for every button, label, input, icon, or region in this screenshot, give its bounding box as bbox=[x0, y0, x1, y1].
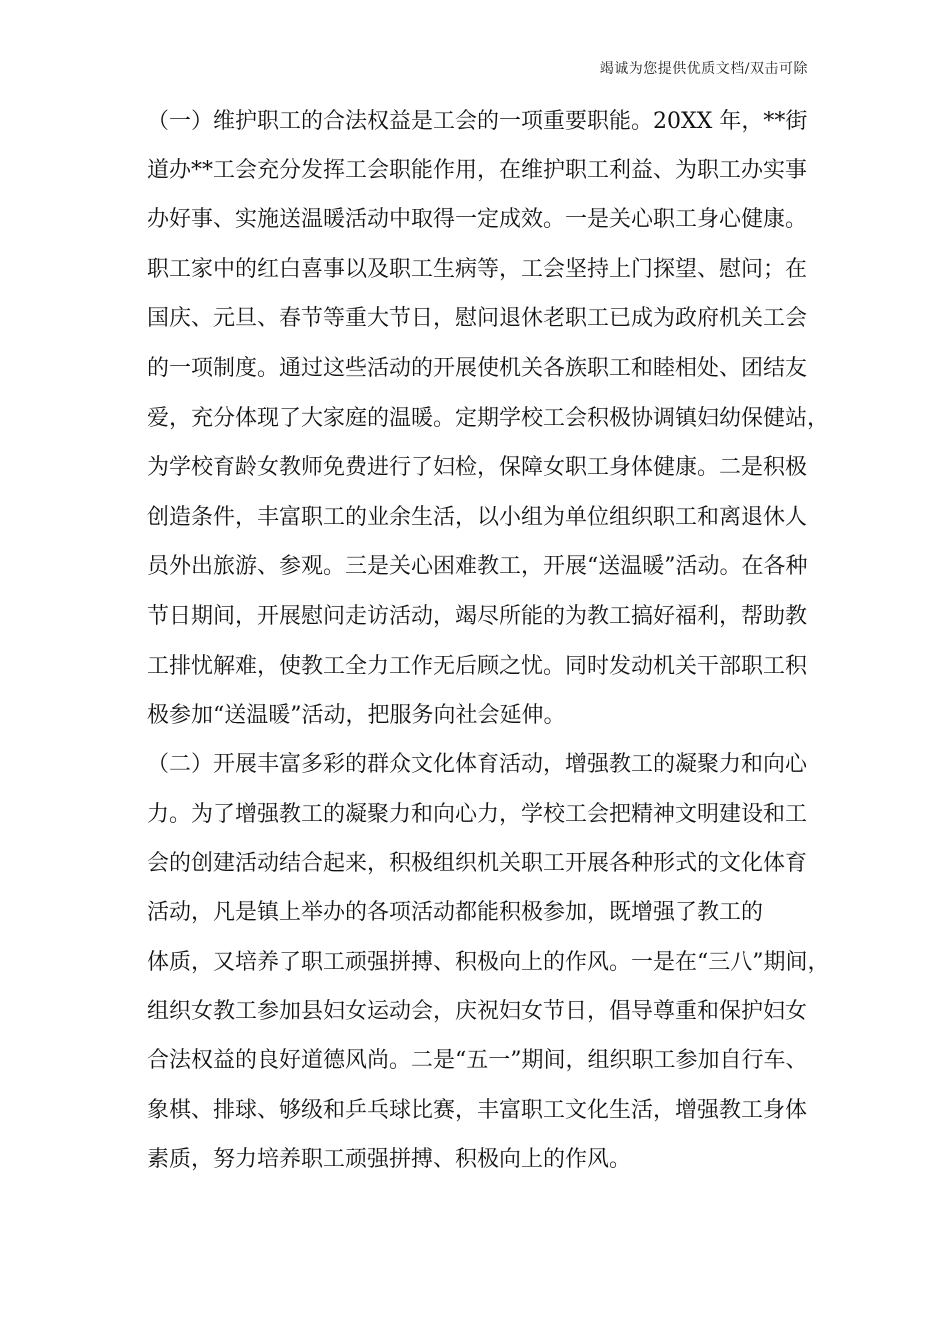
body-line: 象棋、排球、够级和乒乓球比赛，丰富职工文化生活，增强教工身体 bbox=[147, 1098, 808, 1123]
body-line: 爱，充分体现了大家庭的温暖。定期学校工会积极协调镇妇幼保健站， bbox=[147, 406, 830, 431]
body-line: 力。为了增强教工的凝聚力和向心力，学校工会把精神文明建设和工 bbox=[147, 802, 808, 827]
body-line: 职工家中的红白喜事以及职工生病等，工会坚持上门探望、慰问；在 bbox=[147, 257, 808, 282]
body-line: 员外出旅游、参观。三是关心困难教工，开展“送温暖”活动。在各种 bbox=[147, 554, 808, 579]
body-line: 组织女教工参加县妇女运动会，庆祝妇女节日，倡导尊重和保护妇女 bbox=[147, 999, 808, 1024]
body-line: 合法权益的良好道德风尚。二是“五一”期间，组织职工参加自行车、 bbox=[147, 1048, 808, 1073]
body-line: 道办**工会充分发挥工会职能作用，在维护职工利益、为职工办实事 bbox=[147, 158, 808, 183]
body-line: 会的创建活动结合起来，积极组织机关职工开展各种形式的文化体育 bbox=[147, 851, 808, 876]
body-line: 体质，又培养了职工顽强拼搏、积极向上的作风。一是在“三八”期间， bbox=[147, 950, 830, 975]
body-line: （一）维护职工的合法权益是工会的一项重要职能。20XX 年，**街 bbox=[147, 109, 808, 134]
body-line: 工排忧解难，使教工全力工作无后顾之忧。同时发动机关干部职工积 bbox=[147, 654, 808, 679]
body-line: 为学校育龄女教师免费进行了妇检，保障女职工身体健康。二是积极 bbox=[147, 455, 808, 480]
body-line: 极参加“送温暖”活动，把服务向社会延伸。 bbox=[147, 703, 566, 728]
body-line: 办好事、实施送温暖活动中取得一定成效。一是关心职工身心健康。 bbox=[147, 207, 808, 232]
body-line: 国庆、元旦、春节等重大节日，慰问退休老职工已成为政府机关工会 bbox=[147, 306, 808, 331]
body-line: 素质，努力培养职工顽强拼搏、积极向上的作风。 bbox=[147, 1147, 632, 1172]
body-line: 节日期间，开展慰问走访活动，竭尽所能的为教工搞好福利，帮助教 bbox=[147, 604, 808, 629]
body-line: （二）开展丰富多彩的群众文化体育活动，增强教工的凝聚力和向心 bbox=[147, 752, 808, 777]
body-line: 创造条件，丰富职工的业余生活，以小组为单位组织职工和离退休人 bbox=[147, 505, 808, 530]
header-note: 竭诚为您提供优质文档/双击可除 bbox=[599, 61, 808, 77]
body-line: 活动，凡是镇上举办的各项活动都能积极参加，既增强了教工的 bbox=[147, 900, 764, 925]
body-line: 的一项制度。通过这些活动的开展使机关各族职工和睦相处、团结友 bbox=[147, 356, 808, 381]
